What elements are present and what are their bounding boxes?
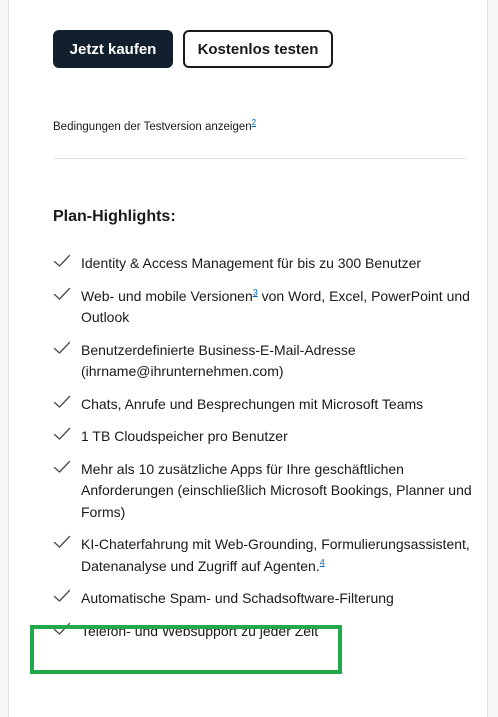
checkmark-icon <box>53 589 73 603</box>
divider <box>53 158 466 159</box>
feature-text <box>81 534 473 577</box>
feature-text <box>81 426 288 448</box>
highlights-title: Plan-Highlights: <box>53 208 176 225</box>
feature-text <box>81 588 394 610</box>
checkmark-icon <box>53 395 73 409</box>
feature-text-main: Web- und mobile Versionen <box>81 287 253 304</box>
trial-terms-text[interactable]: Bedingungen der Testversion anzeigen <box>53 120 252 133</box>
feature-item <box>53 459 473 524</box>
buy-now-button[interactable]: Jetzt kaufen <box>53 30 173 68</box>
feature-text-rest: von Word, Excel, PowerPoint und Outlook <box>81 287 470 325</box>
free-trial-button[interactable]: Kostenlos testen <box>183 30 333 68</box>
highlight-outline <box>30 622 342 674</box>
checkmark-icon <box>53 460 73 474</box>
feature-text-main: Identity & Access Management für bis zu 300 Benutzer <box>81 255 422 271</box>
feature-text-main: 1 TB Cloudspeicher pro Benutzer <box>81 428 288 444</box>
footnote-link[interactable]: 2 <box>251 118 257 127</box>
feature-item <box>53 340 473 383</box>
cta-buttons <box>53 30 333 68</box>
checkmark-icon <box>53 254 73 268</box>
feature-text <box>81 253 421 275</box>
feature-item <box>53 588 473 610</box>
footnote-link[interactable]: 4 <box>319 556 325 567</box>
feature-text-main: Chats, Anrufe und Besprechungen mit Microsoft Teams <box>81 395 424 412</box>
checkmark-icon <box>53 427 73 441</box>
feature-item <box>53 534 473 577</box>
feature-item <box>53 253 473 275</box>
feature-text-main: Automatische Spam- und Schadsoftware-Filterung <box>81 590 394 606</box>
feature-text-main: Benutzerdefinierte Business-E-Mail-Adresse (ihrname@ihrunternehmen.com) <box>81 341 356 379</box>
feature-text <box>81 394 423 416</box>
trial-terms-link[interactable] <box>53 118 256 133</box>
feature-text <box>81 459 473 524</box>
feature-text-main: Telefon- und Websupport zu jeder Zeit <box>81 622 319 639</box>
checkmark-icon <box>53 287 73 301</box>
checkmark-icon <box>53 341 73 355</box>
feature-list <box>53 253 473 653</box>
feature-item <box>53 426 473 448</box>
feature-text-main: Mehr als 10 zusätzliche Apps für Ihre geschäftlichen Anforderungen (einschließlich Microsoft Bookings, Planner und Forms) <box>81 460 472 520</box>
feature-text-main: KI-Chaterfahrung mit Web-Grounding, Formulierungsassistent, Datenanalyse und Zugriff auf Agenten. <box>81 536 470 574</box>
feature-text <box>81 286 473 329</box>
plan-card <box>8 0 488 717</box>
checkmark-icon <box>53 535 73 549</box>
feature-item <box>53 394 473 416</box>
footnote-link[interactable]: 3 <box>252 286 258 297</box>
feature-item <box>53 286 473 329</box>
feature-text <box>81 340 473 383</box>
